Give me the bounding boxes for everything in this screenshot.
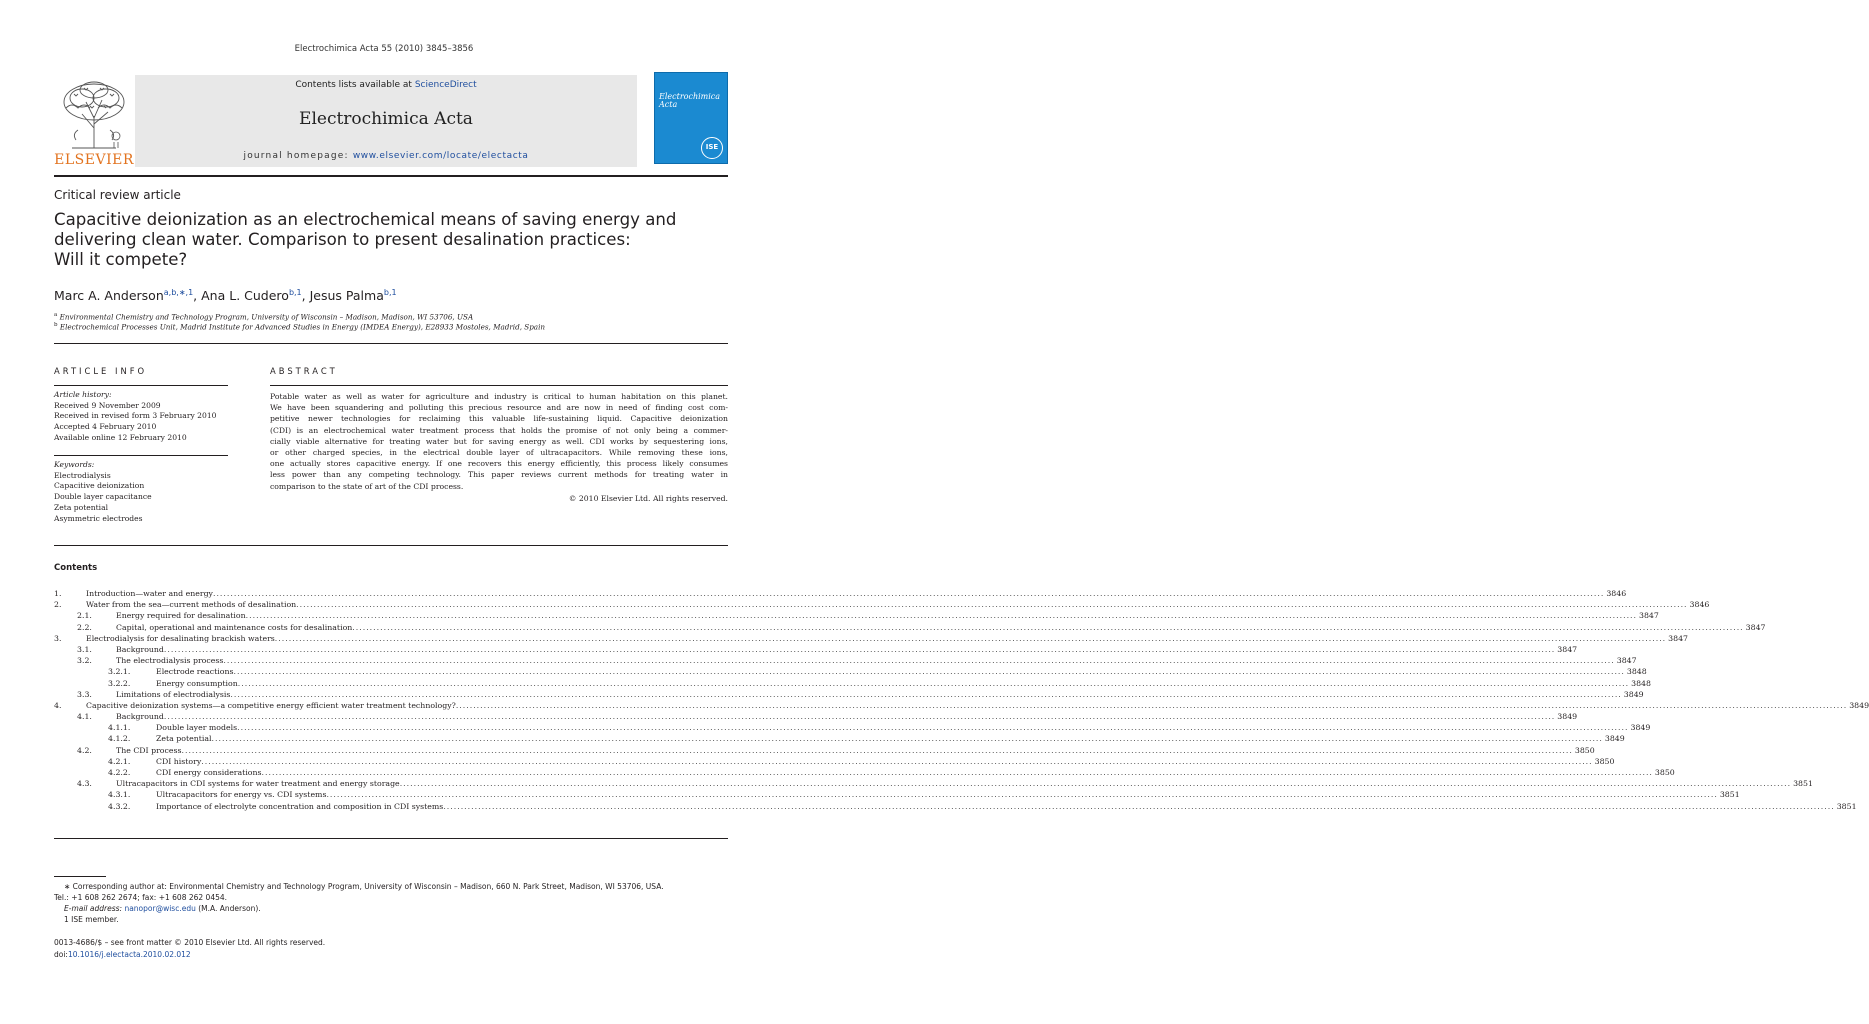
toc-entry-number: 4.1. bbox=[77, 712, 92, 722]
toc-page-number: 3847 bbox=[1557, 644, 1578, 654]
toc-entry-title: Energy consumption bbox=[156, 678, 238, 688]
toc-entry[interactable] bbox=[54, 789, 1740, 800]
abstract-divider bbox=[270, 385, 728, 386]
toc-leader-dots: ................................................................................................................................................................................................................................................................................................................................................................................................................ bbox=[455, 700, 1848, 710]
contents-heading: Contents bbox=[54, 563, 98, 573]
article-type: Critical review article bbox=[54, 188, 181, 202]
contents-availability: Contents lists available at ScienceDirect bbox=[295, 80, 477, 90]
toc-entry-number: 2.1. bbox=[77, 611, 92, 621]
toc-entry[interactable] bbox=[54, 622, 1766, 633]
toc-leader-dots: ................................................................................................................................................................................................................................................................................................................................................................................................................ bbox=[399, 779, 1792, 789]
toc-leader-dots: ................................................................................................................................................................................................................................................................................................................................................................................................................ bbox=[443, 801, 1835, 811]
affiliation-a: $^a$ Environmental Chemistry and Technology Program, University of Wisconsin – Madison, Madison, WI 53706, USA bbox=[54, 312, 474, 322]
journal-homepage-link[interactable]: www.elsevier.com/locate/electacta bbox=[352, 151, 529, 161]
issn-line: 0013-4686/$ – see front matter © 2010 Elsevier Ltd. All rights reserved. bbox=[54, 938, 326, 947]
article-info-heading: ARTICLE INFO bbox=[54, 366, 148, 376]
toc-entry-title: Ultracapacitors in CDI systems for water treatment and energy storage bbox=[116, 779, 400, 789]
toc-page-number: 3849 bbox=[1604, 734, 1625, 744]
abstract-text: Potable water as well as water for agriculture and industry is critical to human habitation on this planet. We have been squandering and polluting this precious resource and are now in need of finding cost com- petitive newer technologies for reclaiming this valuable life-sustaining liquid. Capacitive deionization (CDI) is an electrochemical water treatment process that holds the promise of not only being a commer- cially viable alternative for treating water but for saving energy as well. CDI works by sequestering ions, or other charged species, in the electrical double layer of ultracapacitors. While removing these ions, one actually stores capacitive energy. If one recovers this energy efficiently, this process likely consumes less power than any competing technology. This paper reviews current methods for treating water in comparison to the state of art of the CDI process. © 2010 Elsevier Ltd. All rights reserved. bbox=[270, 392, 728, 503]
toc-page-number: 3851 bbox=[1836, 801, 1857, 811]
toc-entry-title: Introduction—water and energy bbox=[86, 589, 213, 598]
abstract-bottom-divider bbox=[54, 545, 728, 546]
toc-entry-number: 4.1.1. bbox=[108, 723, 131, 733]
article-info-divider bbox=[54, 385, 228, 386]
toc-entry-title: Limitations of electrodialysis bbox=[116, 689, 231, 699]
toc-entry[interactable] bbox=[54, 778, 1813, 789]
toc-entry[interactable] bbox=[54, 644, 1578, 655]
journal-cover[interactable] bbox=[654, 72, 728, 164]
publication-info bbox=[54, 937, 325, 960]
author-list: Marc A. Anderson$^{a,b,∗,1}$, Ana L. Cudero$^{b,1}$, Jesus Palma$^{b,1}$ bbox=[54, 288, 397, 303]
toc-leader-dots: ................................................................................................................................................................................................................................................................................................................................................................................................................ bbox=[237, 678, 1630, 688]
author-name: Ana L. Cudero bbox=[201, 288, 289, 303]
toc-entry[interactable] bbox=[54, 711, 1578, 722]
toc-entry-number: 3. bbox=[54, 633, 62, 643]
toc-entry-title: Ultracapacitors for energy vs. CDI systems bbox=[156, 790, 327, 800]
toc-entry-title: Double layer models bbox=[156, 723, 238, 733]
toc-entry[interactable] bbox=[54, 599, 1710, 610]
toc-entry-number: 3.3. bbox=[77, 689, 92, 699]
toc-leader-dots: ................................................................................................................................................................................................................................................................................................................................................................................................................ bbox=[211, 734, 1603, 744]
toc-leader-dots: ................................................................................................................................................................................................................................................................................................................................................................................................................ bbox=[201, 756, 1593, 766]
sciencedirect-link[interactable]: ScienceDirect bbox=[414, 80, 477, 90]
toc-entry[interactable] bbox=[54, 633, 1689, 644]
toc-leader-dots: ................................................................................................................................................................................................................................................................................................................................................................................................................ bbox=[181, 745, 1573, 755]
toc-entry-number: 4.2.2. bbox=[108, 768, 131, 777]
toc-page-number: 3848 bbox=[1626, 667, 1647, 677]
toc-entry-title: Water from the sea—current methods of desalination bbox=[86, 600, 297, 610]
keyword: Electrodialysis bbox=[54, 470, 111, 480]
toc-entry-title: Electrode reactions bbox=[156, 667, 234, 677]
header-divider bbox=[54, 175, 728, 177]
toc-leader-dots: ................................................................................................................................................................................................................................................................................................................................................................................................................ bbox=[261, 768, 1653, 777]
doi-line: doi:10.1016/j.electacta.2010.02.012 bbox=[54, 949, 191, 959]
toc-entry-number: 3.1. bbox=[77, 644, 92, 654]
toc-leader-dots: ................................................................................................................................................................................................................................................................................................................................................................................................................ bbox=[237, 723, 1629, 733]
author-name: Marc A. Anderson bbox=[54, 288, 164, 303]
toc-page-number: 3851 bbox=[1719, 790, 1740, 800]
contents-divider bbox=[54, 838, 728, 839]
toc-entry[interactable] bbox=[54, 733, 1625, 744]
toc-entry-number: 2. bbox=[54, 600, 62, 610]
toc-leader-dots: ................................................................................................................................................................................................................................................................................................................................................................................................................ bbox=[233, 667, 1625, 677]
toc-page-number: 3847 bbox=[1745, 622, 1766, 632]
email-note: E-mail address: nanopor@wisc.edu (M.A. Anderson). bbox=[64, 904, 261, 913]
toc-entry-title: Background bbox=[116, 712, 164, 722]
abstract-copyright: © 2010 Elsevier Ltd. All rights reserved. bbox=[568, 493, 728, 503]
author-affiliation-marker[interactable]: a,b,∗,1 bbox=[163, 288, 194, 297]
keywords-divider bbox=[54, 455, 228, 456]
toc-page-number: 3849 bbox=[1557, 712, 1578, 722]
toc-leader-dots: ................................................................................................................................................................................................................................................................................................................................................................................................................ bbox=[163, 644, 1556, 654]
toc-entry[interactable] bbox=[54, 678, 1651, 689]
toc-entry-title: Capacitive deionization systems—a competitive energy efficient water treatment technology? bbox=[86, 700, 456, 710]
toc-leader-dots: ................................................................................................................................................................................................................................................................................................................................................................................................................ bbox=[352, 622, 1744, 632]
toc-entry-title: CDI history bbox=[156, 756, 202, 766]
toc-entry[interactable] bbox=[54, 666, 1647, 677]
toc-leader-dots: ................................................................................................................................................................................................................................................................................................................................................................................................................ bbox=[230, 689, 1622, 699]
title-divider bbox=[54, 343, 728, 344]
toc-entry-number: 4.2. bbox=[77, 745, 92, 755]
toc-entry[interactable] bbox=[54, 767, 1675, 778]
toc-page-number: 3850 bbox=[1594, 756, 1615, 766]
toc-entry-number: 4.3.2. bbox=[108, 801, 131, 811]
author-email-link[interactable]: nanopor@wisc.edu bbox=[124, 904, 196, 913]
toc-leader-dots: ................................................................................................................................................................................................................................................................................................................................................................................................................ bbox=[296, 600, 1688, 610]
elsevier-wordmark: ELSEVIER bbox=[54, 152, 134, 168]
toc-page-number: 3849 bbox=[1630, 723, 1651, 733]
article-history: Article history: Received 9 November 2009 Received in revised form 3 February 2010 Accepted 4 February 2010 Available online 12 February 2010 bbox=[54, 390, 217, 442]
cover-title: Electrochimica Acta bbox=[659, 92, 721, 109]
contact-phone-fax: Tel.: +1 608 262 2674; fax: +1 608 262 0454. bbox=[54, 893, 228, 902]
toc-entry-number: 3.2.2. bbox=[108, 678, 131, 688]
journal-homepage: journal homepage: www.elsevier.com/locate/electacta bbox=[243, 151, 529, 161]
toc-entry-title: CDI energy considerations bbox=[156, 768, 262, 777]
elsevier-logo[interactable] bbox=[54, 78, 134, 168]
article-title: Capacitive deionization as an electrochemical means of saving energy and delivering clean water. Comparison to present desalination practices: Will it compete? bbox=[54, 210, 677, 269]
toc-page-number: 3850 bbox=[1574, 745, 1595, 755]
author-affiliation-marker[interactable]: b,1 bbox=[288, 288, 302, 297]
toc-entry[interactable] bbox=[54, 756, 1615, 767]
toc-entry-number: 4.2.1. bbox=[108, 756, 131, 766]
toc-entry-number: 4.3.1. bbox=[108, 790, 131, 800]
toc-entry-number: 3.2. bbox=[77, 656, 92, 666]
toc-leader-dots: ................................................................................................................................................................................................................................................................................................................................................................................................................ bbox=[245, 611, 1638, 621]
author-affiliation-marker[interactable]: b,1 bbox=[383, 288, 397, 297]
toc-entry[interactable] bbox=[54, 610, 1659, 621]
toc-entry[interactable] bbox=[54, 689, 1644, 700]
toc-page-number: 3846 bbox=[1689, 600, 1710, 610]
journal-citation: Electrochimica Acta 55 (2010) 3845–3856 bbox=[294, 44, 474, 54]
toc-entry-title: The CDI process bbox=[116, 745, 182, 755]
table-of-contents bbox=[54, 588, 1869, 812]
keyword: Double layer capacitance bbox=[54, 492, 152, 502]
toc-entry[interactable] bbox=[54, 745, 1595, 756]
toc-entry-title: Electrodialysis for desalinating brackish waters bbox=[86, 633, 275, 643]
toc-page-number: 3851 bbox=[1793, 779, 1813, 789]
toc-leader-dots: ................................................................................................................................................................................................................................................................................................................................................................................................................ bbox=[212, 589, 1605, 598]
toc-leader-dots: ................................................................................................................................................................................................................................................................................................................................................................................................................ bbox=[326, 790, 1718, 800]
ise-member-note: 1 ISE member. bbox=[64, 915, 119, 924]
affiliation-b: $^b$ Electrochemical Processes Unit, Madrid Institute for Advanced Studies in Energy (IMDEA Energy), E28933 Mostoles, Madrid, Spain bbox=[54, 322, 546, 332]
toc-entry-title: Background bbox=[116, 644, 164, 654]
keywords: Keywords: Electrodialysis Capacitive deionization Double layer capacitance Zeta potential Asymmetric electrodes bbox=[54, 460, 228, 524]
toc-entry-number: 2.2. bbox=[77, 622, 92, 632]
toc-entry[interactable] bbox=[54, 722, 1651, 733]
toc-entry-title: The electrodialysis process bbox=[116, 656, 224, 666]
toc-entry[interactable] bbox=[54, 700, 1869, 711]
toc-page-number: 3847 bbox=[1668, 633, 1689, 643]
toc-entry[interactable] bbox=[54, 588, 1627, 599]
toc-page-number: 3849 bbox=[1849, 700, 1869, 710]
toc-entry-title: Zeta potential bbox=[156, 734, 212, 744]
toc-entry-number: 3.2.1. bbox=[108, 667, 131, 677]
journal-name: Electrochimica Acta bbox=[299, 109, 473, 129]
footnote-divider bbox=[54, 876, 106, 877]
footnotes bbox=[54, 881, 728, 925]
keyword: Zeta potential bbox=[54, 502, 109, 512]
toc-entry-title: Capital, operational and maintenance costs for desalination bbox=[116, 622, 353, 632]
toc-entry-number: 4.3. bbox=[77, 779, 92, 789]
journal-header bbox=[135, 75, 637, 167]
toc-entry-number: 1. bbox=[54, 589, 62, 598]
toc-page-number: 3846 bbox=[1606, 589, 1627, 598]
toc-entry[interactable] bbox=[54, 801, 1857, 812]
keyword: Capacitive deionization bbox=[54, 481, 145, 491]
ise-logo-icon: ISE bbox=[701, 137, 723, 159]
toc-leader-dots: ................................................................................................................................................................................................................................................................................................................................................................................................................ bbox=[223, 656, 1615, 666]
toc-page-number: 3848 bbox=[1631, 678, 1651, 688]
corresponding-author-note: ∗ Corresponding author at: Environmental Chemistry and Technology Program, University of Wisconsin – Madison, 660 N. Park Street, Madison, WI 53706, USA. bbox=[64, 882, 664, 891]
toc-page-number: 3847 bbox=[1639, 611, 1659, 621]
abstract-heading: ABSTRACT bbox=[270, 366, 338, 376]
toc-page-number: 3850 bbox=[1654, 768, 1675, 777]
toc-leader-dots: ................................................................................................................................................................................................................................................................................................................................................................................................................ bbox=[163, 712, 1556, 722]
author-name: Jesus Palma bbox=[309, 288, 384, 303]
toc-entry[interactable] bbox=[54, 655, 1637, 666]
toc-page-number: 3849 bbox=[1623, 689, 1644, 699]
toc-page-number: 3847 bbox=[1616, 656, 1637, 666]
elsevier-tree-icon bbox=[54, 78, 134, 150]
doi-link[interactable]: 10.1016/j.electacta.2010.02.012 bbox=[67, 949, 191, 959]
toc-entry-number: 4.1.2. bbox=[108, 734, 131, 744]
toc-entry-title: Energy required for desalination bbox=[116, 611, 246, 621]
toc-entry-title: Importance of electrolyte concentration and composition in CDI systems bbox=[156, 801, 444, 811]
toc-entry-number: 4. bbox=[54, 700, 62, 710]
toc-leader-dots: ................................................................................................................................................................................................................................................................................................................................................................................................................ bbox=[274, 633, 1667, 643]
keyword: Asymmetric electrodes bbox=[54, 513, 143, 523]
